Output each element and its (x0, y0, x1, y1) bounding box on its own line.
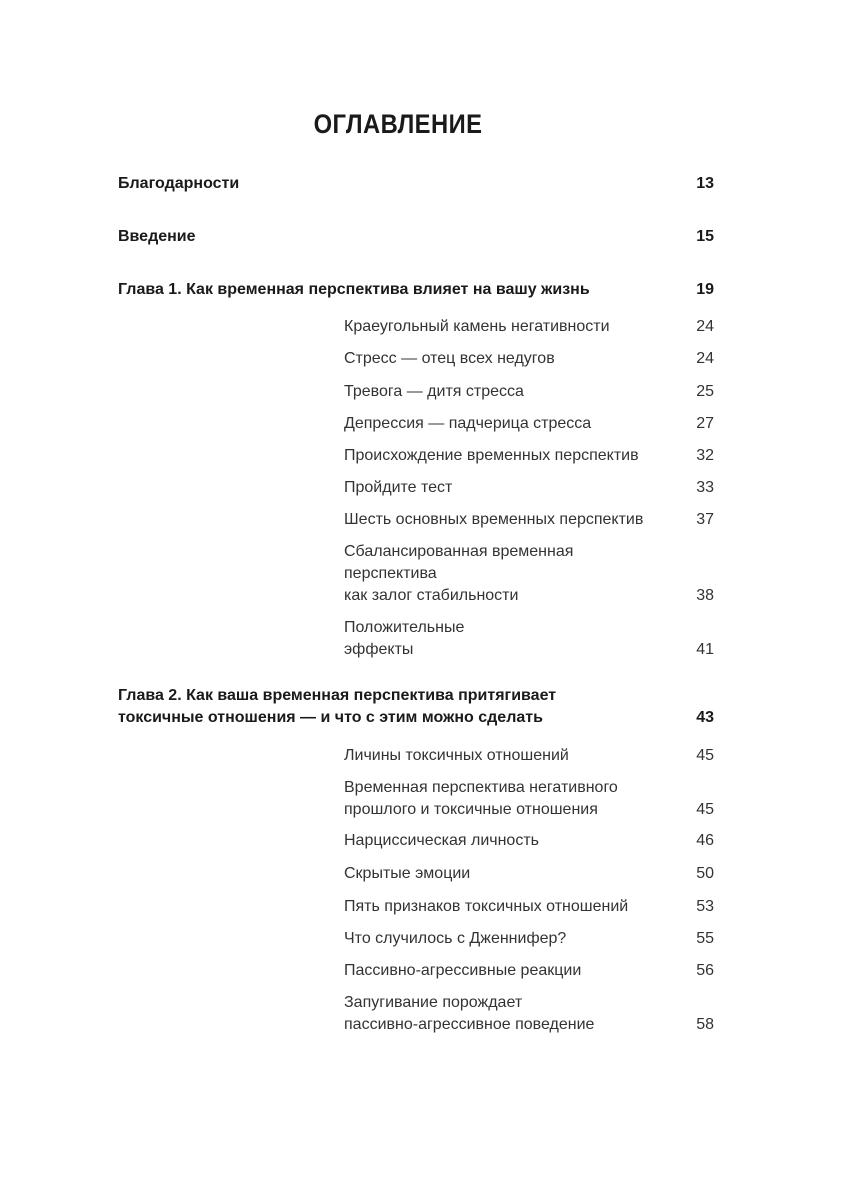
toc-entry-page-number: 24 (696, 318, 714, 335)
toc-chapter-entry[interactable] (118, 226, 714, 248)
toc-entry-title: Благодарности (118, 175, 240, 192)
toc-entry-page-number: 43 (696, 709, 714, 726)
toc-entry-page-number: 38 (696, 587, 714, 604)
toc-entry-title: Краеугольный камень негативности (344, 318, 610, 335)
toc-entry-title: Временная перспектива негативного прошлого и токсичные отношения (344, 779, 618, 818)
toc-entry-page-number: 45 (696, 747, 714, 764)
toc-entry-title: Тревога — дитя стресса (344, 383, 524, 400)
toc-entry-page-number: 27 (696, 415, 714, 432)
toc-section-entry[interactable] (344, 445, 714, 467)
toc-entry-title: Личины токсичных отношений (344, 747, 569, 764)
toc-entry-page-number: 41 (696, 641, 714, 658)
toc-entry-page-number: 53 (696, 898, 714, 915)
toc-entry-title: Происхождение временных перспектив (344, 447, 639, 464)
toc-section-entry[interactable] (344, 863, 714, 885)
toc-entry-title: Стресс — отец всех недугов (344, 350, 555, 367)
toc-entry-title: Нарциссическая личность (344, 832, 539, 849)
toc-entry-page-number: 50 (696, 865, 714, 882)
toc-entry-page-number: 15 (696, 228, 714, 245)
toc-section-entry[interactable] (344, 509, 714, 531)
toc-entry-page-number: 56 (696, 962, 714, 979)
toc-entry-title: Положительные эффекты (344, 619, 465, 658)
toc-section-entry[interactable] (344, 992, 714, 1036)
toc-section-entry[interactable] (344, 830, 714, 852)
toc-entry-page-number: 25 (696, 383, 714, 400)
toc-entry-page-number: 32 (696, 447, 714, 464)
toc-entry-title: Сбалансированная временная перспектива как залог стабильности (344, 543, 574, 604)
toc-chapter-entry[interactable] (118, 279, 714, 301)
toc-section-entry[interactable] (344, 316, 714, 338)
toc-entry-title: Введение (118, 228, 196, 245)
toc-entry-page-number: 58 (696, 1016, 714, 1033)
toc-section-entry[interactable] (344, 381, 714, 403)
toc-entry-title: Шесть основных временных перспектив (344, 511, 644, 528)
page-title: ОГЛАВЛЕНИЕ (313, 109, 483, 139)
toc-entry-page-number: 33 (696, 479, 714, 496)
toc-entry-title: Депрессия — падчерица стресса (344, 415, 592, 432)
toc-chapter-entry[interactable] (118, 173, 714, 195)
toc-section-entry[interactable] (344, 960, 714, 982)
toc-entry-title: Что случилось с Дженнифер? (344, 930, 567, 947)
toc-section-entry[interactable] (344, 617, 714, 661)
toc-entry-title: Скрытые эмоции (344, 865, 471, 882)
toc-entry-page-number: 24 (696, 350, 714, 367)
toc-entry-page-number: 45 (696, 801, 714, 818)
toc-entry-title: Глава 2. Как ваша временная перспектива притягивает токсичные отношения — и что с этим можно сделать (118, 687, 557, 726)
toc-section-entry[interactable] (344, 477, 714, 499)
toc-entry-page-number: 13 (696, 175, 714, 192)
toc-entry-title: Пять признаков токсичных отношений (344, 898, 629, 915)
toc-entry-title: Запугивание порождает пассивно-агрессивное поведение (344, 994, 595, 1033)
toc-entry-page-number: 19 (696, 281, 714, 298)
toc-chapter-entry[interactable] (118, 685, 714, 729)
toc-entry-page-number: 46 (696, 832, 714, 849)
toc-section-entry[interactable] (344, 928, 714, 950)
toc-entry-title: Глава 1. Как временная перспектива влияет на вашу жизнь (118, 281, 590, 298)
toc-entry-title: Пассивно-агрессивные реакции (344, 962, 582, 979)
toc-entry-page-number: 37 (696, 511, 714, 528)
toc-section-entry[interactable] (344, 348, 714, 370)
toc-section-entry[interactable] (344, 896, 714, 918)
toc-section-entry[interactable] (344, 541, 714, 607)
toc-section-entry[interactable] (344, 413, 714, 435)
toc-entry-page-number: 55 (696, 930, 714, 947)
toc-entry-title: Пройдите тест (344, 479, 453, 496)
toc-section-entry[interactable] (344, 777, 714, 821)
toc-section-entry[interactable] (344, 745, 714, 767)
